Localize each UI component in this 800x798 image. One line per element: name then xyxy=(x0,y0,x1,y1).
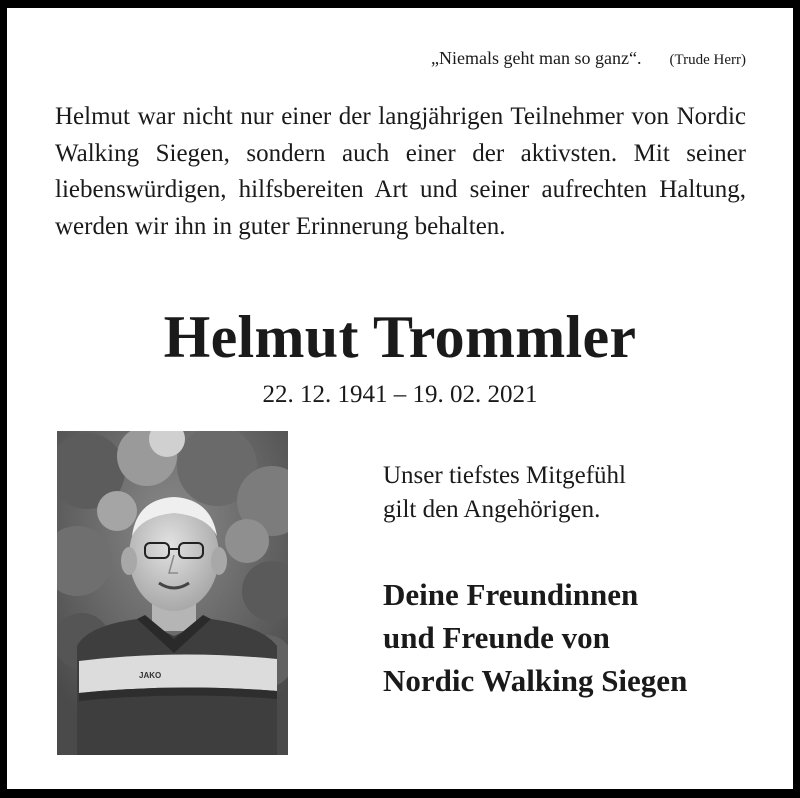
sympathy-message xyxy=(383,459,626,527)
shirt-logo-text: JAKO xyxy=(139,671,162,680)
sympathy-line-1: Unser tiefstes Mitgefühl xyxy=(383,462,627,489)
quote-line xyxy=(60,48,746,69)
quote-author: (Trude Herr) xyxy=(669,52,746,68)
signature-line-1: Deine Freundinnen xyxy=(383,577,639,612)
signature-block xyxy=(383,573,687,702)
signature-line-3: Nordic Walking Siegen xyxy=(383,663,688,698)
signature-line-2: und Freunde von xyxy=(383,620,610,655)
portrait-photo xyxy=(57,431,288,755)
deceased-name: Helmut Trommler xyxy=(163,304,637,370)
sympathy-line-2: gilt den Angehörigen. xyxy=(383,496,601,523)
life-dates: 22. 12. 1941 – 19. 02. 2021 xyxy=(262,381,538,408)
quote-text: „Niemals geht man so ganz“. xyxy=(431,48,642,68)
intro-paragraph: Helmut war nicht nur einer der langjährigen Teilnehmer von Nordic Walking Siegen, sondern auch einer der aktivsten. Mit seiner liebenswürdigen, hilfsbereiten Art und seiner aufrechten Haltung, werden wir ihn in guter Erinnerung behalten. xyxy=(55,103,746,240)
